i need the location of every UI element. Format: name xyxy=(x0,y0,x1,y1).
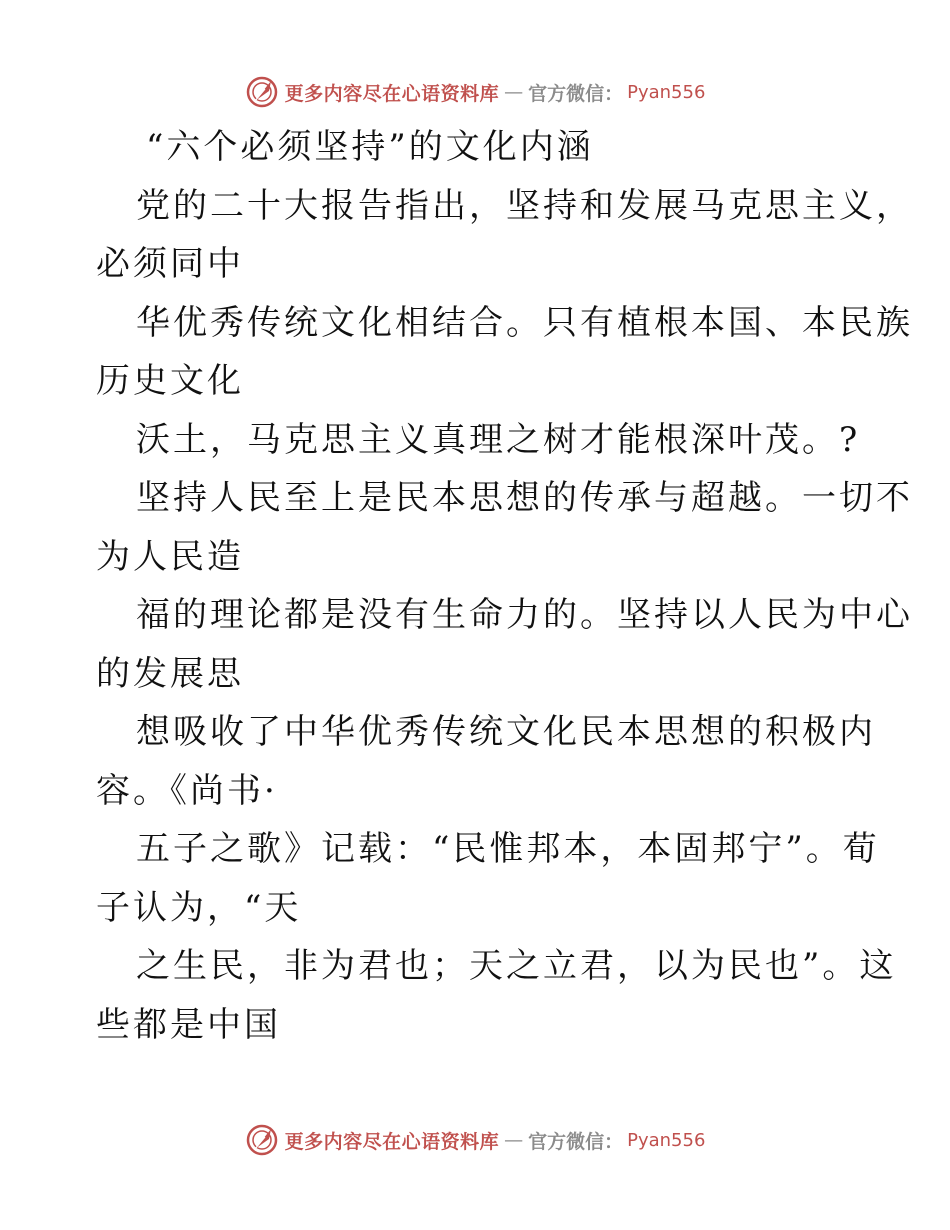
banner-separator: — xyxy=(504,81,524,103)
footer-banner xyxy=(0,1120,950,1160)
text-line: 为人民造 xyxy=(96,536,244,577)
text-line: 华优秀传统文化相结合。只有植根本国、本民族 xyxy=(136,302,913,343)
text-line: 坚持人民至上是民本思想的传承与超越。一切不 xyxy=(136,478,913,518)
banner-wechat-account: Pyan556 xyxy=(627,81,706,103)
header-banner xyxy=(0,72,950,112)
banner-main-text: 更多内容尽在心语资料库 xyxy=(284,82,500,105)
quill-logo-icon xyxy=(245,1123,279,1157)
text-line: 想吸收了中华优秀传统文化民本思想的积极内 xyxy=(136,712,876,752)
text-line: 必须同中 xyxy=(96,244,244,284)
text-line: 容。《尚书· xyxy=(96,770,278,811)
text-line: 之生民，非为君也；天之立君，以为民也”。这 xyxy=(136,946,897,986)
text-line: 些都是中国 xyxy=(96,1004,281,1045)
text-line: 的发展思 xyxy=(96,653,244,694)
banner-main-text: 更多内容尽在心语资料库 xyxy=(284,1130,500,1153)
text-line: 子认为，“天 xyxy=(96,887,302,928)
text-line: 福的理论都是没有生命力的。坚持以人民为中心 xyxy=(136,595,913,635)
banner-wechat-account: Pyan556 xyxy=(627,1129,706,1151)
banner-separator: — xyxy=(504,1129,524,1151)
quill-logo-icon xyxy=(245,75,279,109)
document-body xyxy=(96,118,913,1054)
text-line: 党的二十大报告指出，坚持和发展马克思主义， xyxy=(136,185,913,226)
banner-wechat-label: 官方微信： xyxy=(528,1130,624,1153)
document-title: “六个必须坚持”的文化内涵 xyxy=(146,127,594,167)
text-line: 沃土，马克思主义真理之树才能根深叶茂。? xyxy=(136,419,861,460)
text-line: 五子之歌》记载：“民惟邦本，本固邦宁”。荀 xyxy=(136,829,880,869)
banner-wechat-label: 官方微信： xyxy=(528,82,624,105)
text-line: 历史文化 xyxy=(96,361,244,401)
